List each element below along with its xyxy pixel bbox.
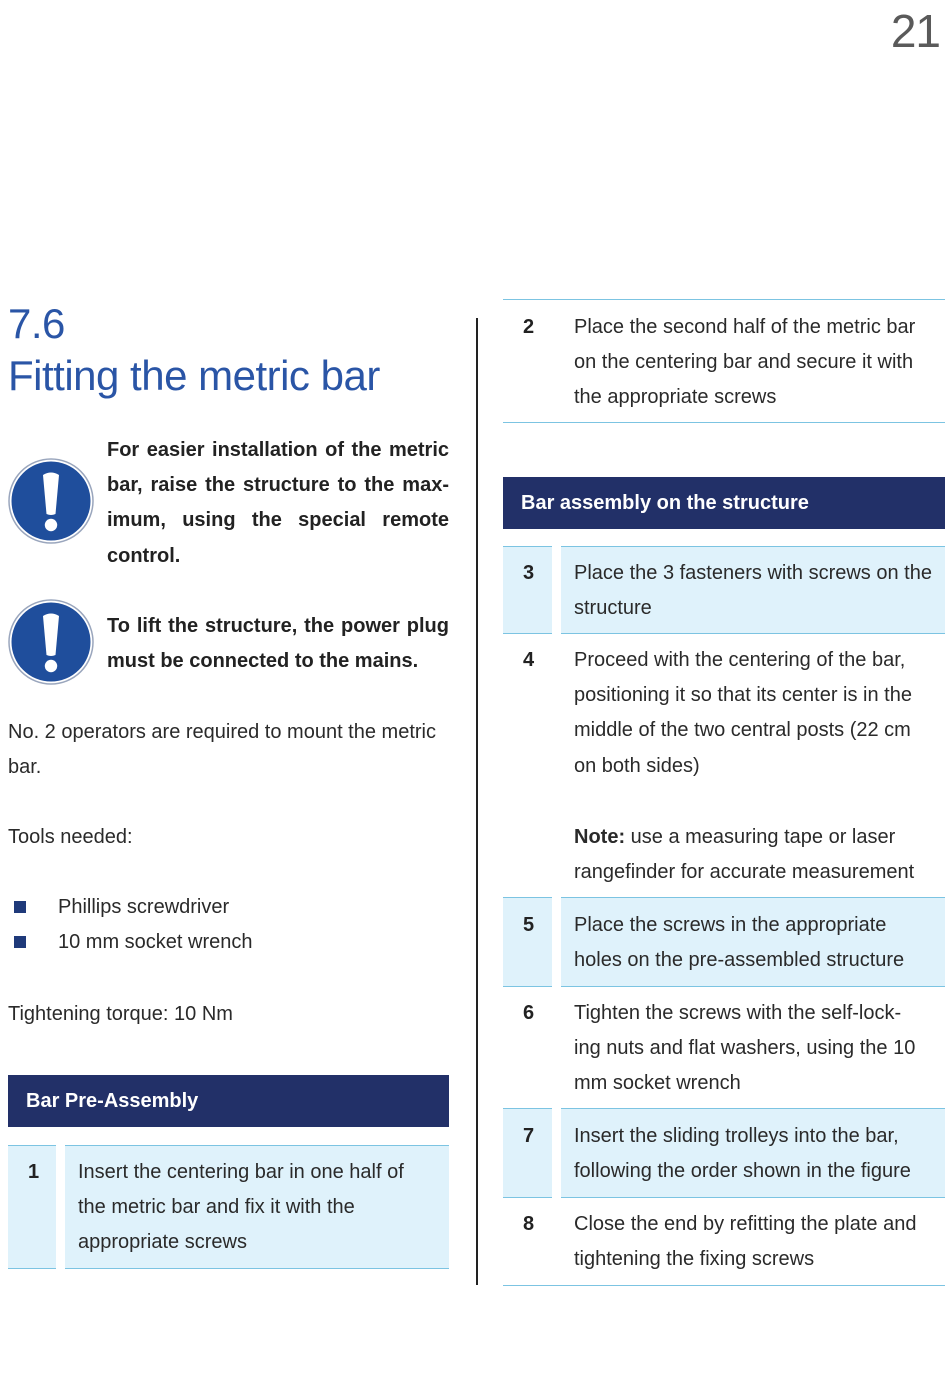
- step-text: Tighten the screws with the self-lock-ing nuts and flat washers, using the 10 mm socket wrench: [574, 1002, 916, 1095]
- table-row: [503, 898, 945, 986]
- tools-label: Tools needed:: [8, 826, 133, 848]
- warning-text-raise-structure: For easier installation of the metric bar, raise the structure to the max-imum, using the special remote control.: [107, 439, 449, 567]
- exclamation-icon: [8, 599, 94, 685]
- divider: [561, 986, 945, 987]
- warning-text-power-plug: To lift the structure, the power plug must be connected to the mains.: [107, 615, 449, 673]
- divider: [561, 1197, 945, 1198]
- section-title: Fitting the metric bar: [8, 352, 380, 399]
- page-number: 21: [890, 5, 940, 57]
- bullet-square-icon: [14, 936, 26, 948]
- step-number: 8: [523, 1213, 535, 1235]
- step-text-cell: [561, 1109, 945, 1197]
- note-text: [574, 820, 936, 890]
- step-number: 4: [523, 649, 535, 671]
- torque-text: Tightening torque: 10 Nm: [8, 1003, 233, 1025]
- step-number-cell: [503, 547, 552, 633]
- step-text: Close the end by refitting the plate and tightening the fixing screws: [574, 1213, 917, 1271]
- step-text-cell: [561, 547, 945, 633]
- step-number-cell: [503, 1109, 552, 1197]
- table-row: [503, 643, 945, 793]
- divider: [503, 633, 552, 634]
- structure-assembly-header: Bar assembly on the structure: [503, 477, 945, 529]
- divider: [503, 1285, 945, 1286]
- note-label: Note:: [574, 826, 626, 848]
- divider: [65, 1268, 449, 1269]
- section-number: 7.6: [8, 300, 65, 347]
- divider: [503, 986, 552, 987]
- step-text: Proceed with the centering of the bar, positioning it so that its center is in the middle of the two central posts (22 cm on both sides): [574, 649, 912, 777]
- step-number: 5: [523, 914, 535, 936]
- divider: [503, 1197, 552, 1198]
- step-number-cell: [8, 1146, 56, 1268]
- column-divider: [476, 318, 478, 1285]
- step-number: 1: [28, 1161, 40, 1183]
- table-row: [8, 1146, 449, 1268]
- tools-list: [8, 890, 449, 960]
- exclamation-icon: [8, 458, 94, 544]
- divider: [561, 633, 945, 634]
- step-text: Place the screws in the appropriate holes on the pre-assembled structure: [574, 914, 905, 972]
- note-body: use a measuring tape or laser rangefinder for accurate measurement: [574, 826, 915, 884]
- divider: [503, 422, 945, 423]
- list-item: [8, 925, 449, 960]
- step-text-cell: [561, 898, 945, 986]
- right-column: [503, 0, 945, 1392]
- table-row: [503, 300, 945, 422]
- step-number: 3: [523, 562, 535, 584]
- step-text: Insert the centering bar in one half of the metric bar and fix it with the appropriate screws: [78, 1161, 404, 1254]
- table-row: [503, 996, 945, 1106]
- step-number: 7: [523, 1125, 535, 1147]
- bullet-square-icon: [14, 901, 26, 913]
- step-number: 6: [523, 1002, 535, 1024]
- step-text: Place the second half of the metric bar on the centering bar and secure it with the appropriate screws: [574, 316, 916, 409]
- list-item: [8, 890, 449, 925]
- step-number: 2: [523, 316, 535, 338]
- step-text: Insert the sliding trolleys into the bar, following the order shown in the figure: [574, 1125, 911, 1183]
- step-text: Place the 3 fasteners with screws on the structure: [574, 562, 932, 620]
- step-number-cell: [503, 898, 552, 986]
- tool-label: Phillips screwdriver: [58, 896, 230, 918]
- step-text-cell: [65, 1146, 449, 1268]
- table-row: [503, 547, 945, 633]
- divider: [8, 1268, 56, 1269]
- pre-assembly-header: Bar Pre-Assembly: [8, 1075, 449, 1127]
- table-row: [503, 1109, 945, 1197]
- table-row: [503, 1207, 945, 1285]
- tool-label: 10 mm socket wrench: [58, 931, 253, 954]
- operators-text: No. 2 operators are required to mount the metric bar.: [8, 721, 436, 779]
- note-row: [503, 820, 945, 892]
